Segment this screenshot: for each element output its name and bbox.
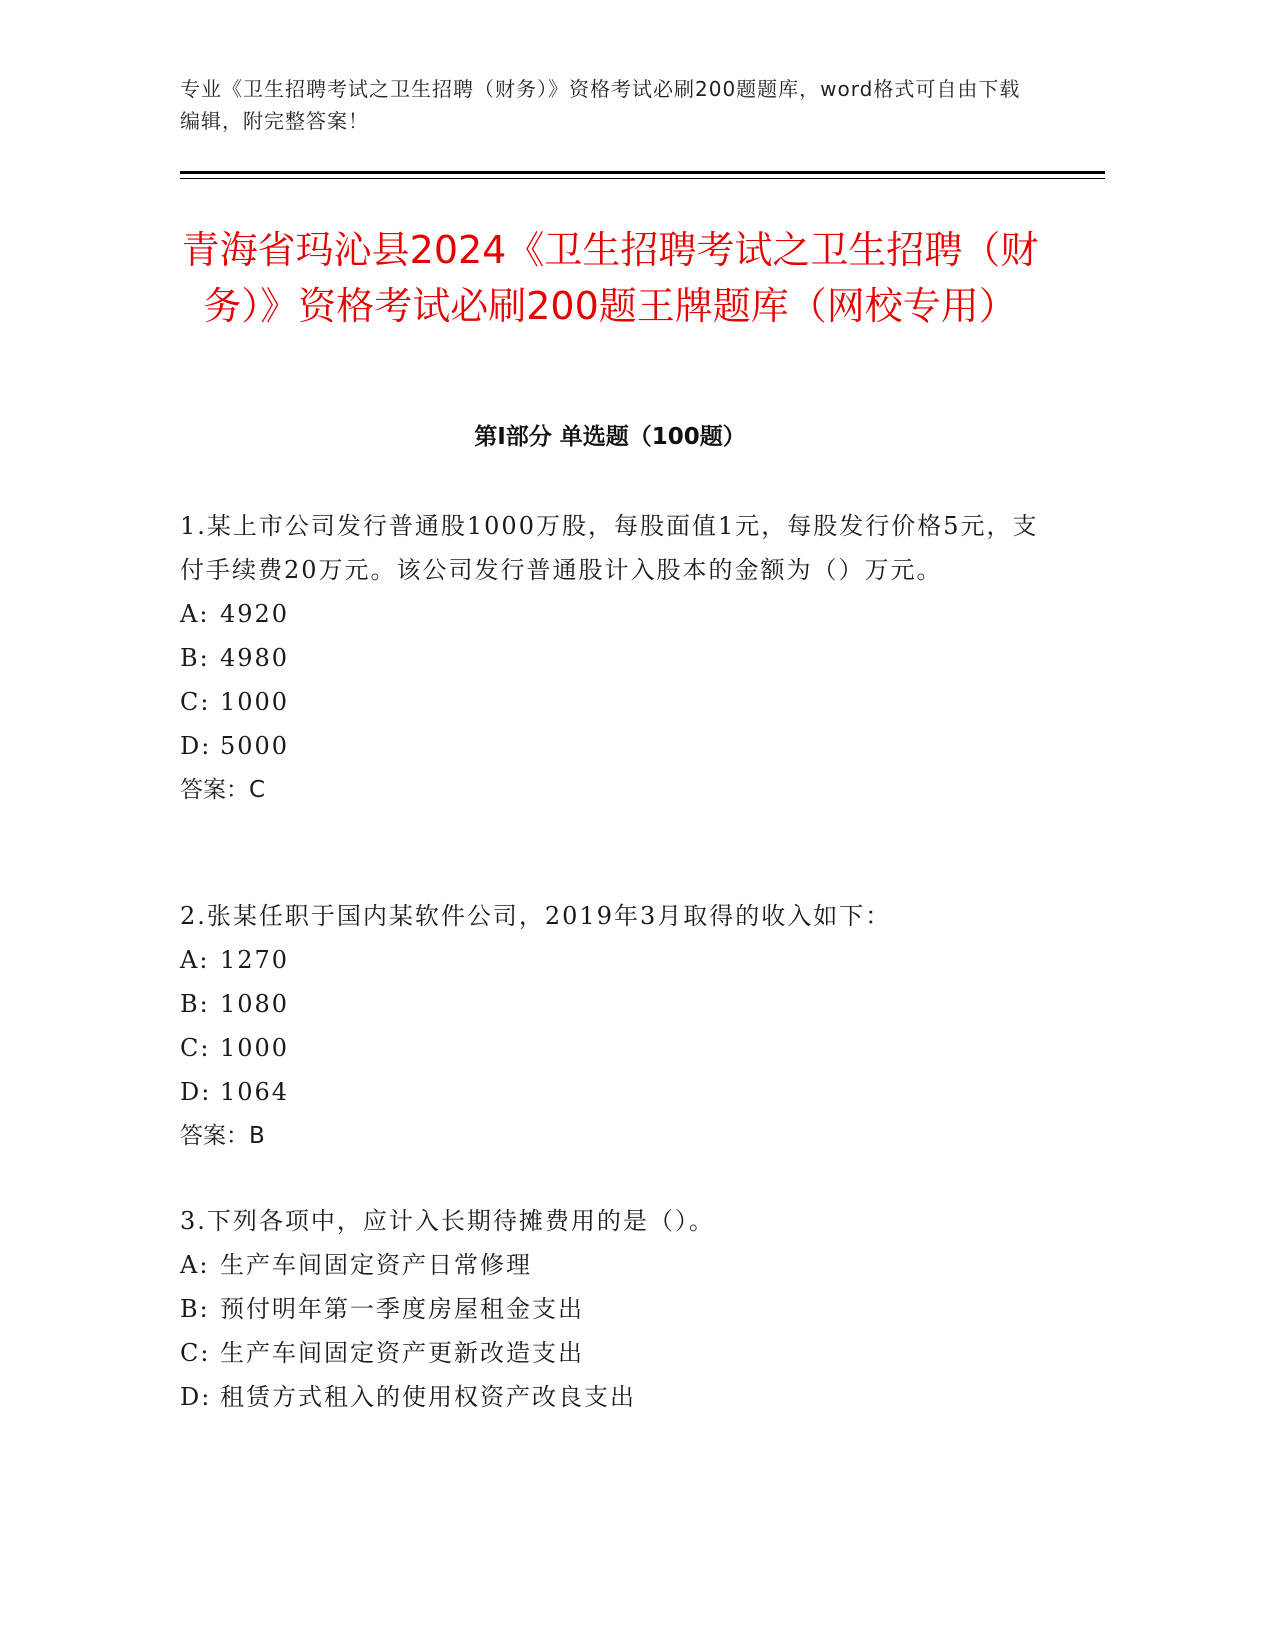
option-text: 5000: [220, 732, 290, 760]
question-1: [180, 504, 1040, 812]
option-key: A:: [180, 1251, 210, 1279]
question-3: [180, 1199, 1040, 1419]
option-key: C:: [180, 688, 211, 716]
option-text: 1080: [220, 990, 290, 1018]
option-text: 1000: [220, 1034, 290, 1062]
option-c: [180, 1331, 1040, 1375]
answer-line: 答案：C: [180, 777, 266, 803]
option-b: [180, 1287, 1040, 1331]
question-stem: 1.某上市公司发行普通股1000万股，每股面值1元，每股发行价格5元，支付手续费20万元。该公司发行普通股计入股本的金额为（）万元。: [180, 512, 1039, 584]
option-text: 1270: [220, 946, 290, 974]
answer-line: 答案：B: [180, 1123, 265, 1149]
option-b: [180, 636, 1040, 680]
option-b: [180, 982, 1040, 1026]
option-text: 预付明年第一季度房屋租金支出: [220, 1295, 584, 1323]
option-a: [180, 592, 1040, 636]
section-title: 第I部分 单选题（100题）: [474, 424, 746, 450]
option-text: 租赁方式租入的使用权资产改良支出: [220, 1383, 636, 1411]
option-text: 4980: [220, 644, 290, 672]
option-key: D:: [180, 1383, 212, 1411]
question-2: [180, 894, 1040, 1158]
option-c: [180, 1026, 1040, 1070]
option-key: C:: [180, 1339, 211, 1367]
option-key: A:: [180, 600, 210, 628]
option-d: [180, 1375, 1040, 1419]
option-key: B:: [180, 1295, 210, 1323]
option-d: [180, 724, 1040, 768]
option-key: D:: [180, 732, 212, 760]
option-text: 生产车间固定资产更新改造支出: [220, 1339, 584, 1367]
option-key: D:: [180, 1078, 212, 1106]
option-text: 生产车间固定资产日常修理: [220, 1251, 532, 1279]
option-text: 1000: [220, 688, 290, 716]
option-a: [180, 1243, 1040, 1287]
option-c: [180, 680, 1040, 724]
document-title: 青海省玛沁县2024《卫生招聘考试之卫生招聘（财务）》资格考试必刷200题王牌题库（网校专用）: [181, 228, 1039, 328]
option-a: [180, 938, 1040, 982]
option-d: [180, 1070, 1040, 1114]
header-rule-thin: [180, 178, 1105, 179]
option-text: 1064: [220, 1078, 290, 1106]
option-key: B:: [180, 990, 210, 1018]
option-key: A:: [180, 946, 210, 974]
option-text: 4920: [220, 600, 290, 628]
option-key: B:: [180, 644, 210, 672]
header-note: 专业《卫生招聘考试之卫生招聘（财务）》资格考试必刷200题题库，word格式可自由下载编辑，附完整答案！: [180, 77, 1021, 133]
header-rule-thick: [180, 171, 1105, 174]
option-key: C:: [180, 1034, 211, 1062]
question-stem: 2.张某任职于国内某软件公司，2019年3月取得的收入如下：: [180, 902, 892, 930]
question-stem: 3.下列各项中，应计入长期待摊费用的是（）。: [180, 1207, 715, 1235]
